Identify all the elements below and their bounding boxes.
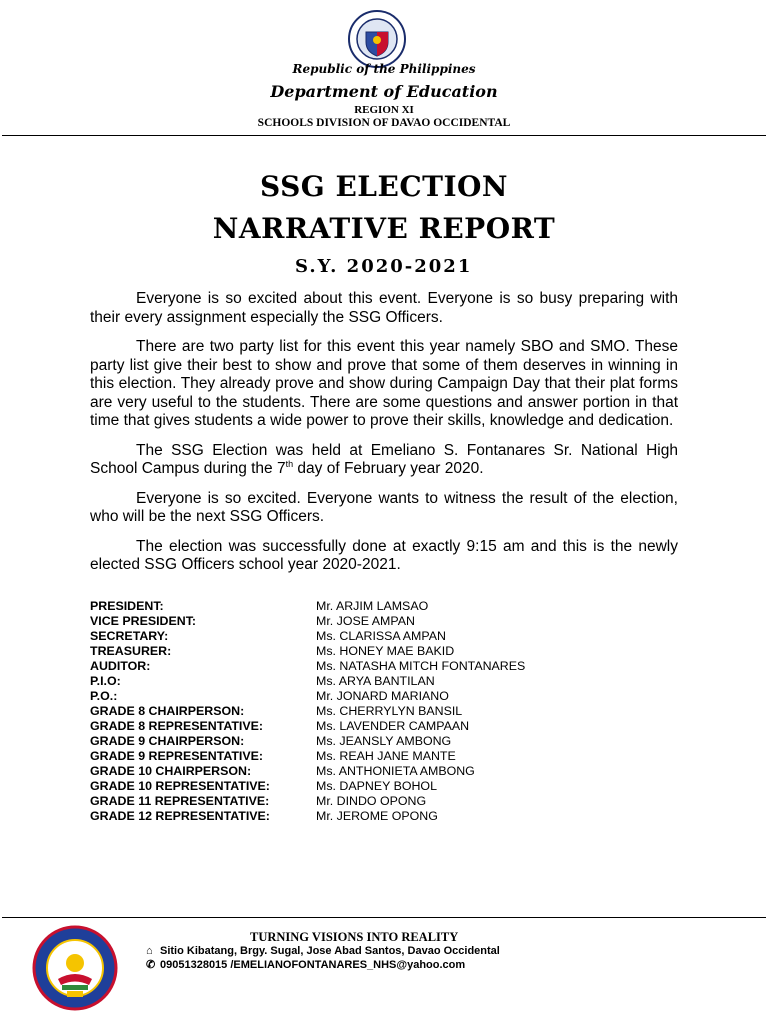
officer-name: Ms. NATASHA MITCH FONTANARES bbox=[316, 659, 526, 673]
officer-name: Ms. ARYA BANTILAN bbox=[316, 674, 435, 688]
officer-row bbox=[90, 794, 525, 809]
officer-position: AUDITOR: bbox=[90, 659, 151, 673]
officer-row bbox=[90, 614, 525, 629]
officer-name: Ms. REAH JANE MANTE bbox=[316, 749, 456, 763]
officer-row bbox=[90, 674, 525, 689]
contact-text: 09051328015 /EMELIANOFONTANARES_NHS@yahoo.com bbox=[160, 959, 466, 971]
officer-position: GRADE 9 REPRESENTATIVE: bbox=[90, 749, 264, 763]
department-heading: Department of Education bbox=[270, 82, 498, 101]
officer-name: Mr. ARJIM LAMSAO bbox=[316, 599, 429, 613]
paragraph-5: The election was successfully done at exactly 9:15 am and this is the newly elected SSG Officers school year 2020-2021. bbox=[90, 537, 678, 573]
division-heading: SCHOOLS DIVISION OF DAVAO OCCIDENTAL bbox=[257, 117, 511, 129]
officer-row bbox=[90, 764, 525, 779]
officer-position: GRADE 9 CHAIRPERSON: bbox=[90, 734, 245, 748]
officer-row bbox=[90, 809, 525, 824]
report-title-line1: SSG ELECTION bbox=[259, 170, 509, 203]
paragraph-3-part-a: The SSG Election was held at Emeliano S. Fontanares Sr. National High School Campus during the 7 bbox=[90, 441, 678, 477]
officer-position: GRADE 10 REPRESENTATIVE: bbox=[90, 779, 270, 793]
officer-position: GRADE 12 REPRESENTATIVE: bbox=[90, 809, 270, 823]
paragraph-3-part-b: day of February year 2020. bbox=[293, 460, 484, 477]
officer-row bbox=[90, 704, 525, 719]
officer-row bbox=[90, 629, 525, 644]
officer-position: GRADE 8 REPRESENTATIVE: bbox=[90, 719, 264, 733]
officer-position: PRESIDENT: bbox=[90, 599, 164, 613]
footer-divider bbox=[2, 917, 766, 918]
phone-icon: ✆ bbox=[146, 959, 156, 971]
officer-name: Ms. CLARISSA AMPAN bbox=[316, 629, 446, 643]
officers-list bbox=[90, 599, 525, 824]
header-divider bbox=[2, 135, 766, 136]
officer-name: Mr. DINDO OPONG bbox=[316, 794, 427, 808]
officer-position: P.I.O: bbox=[90, 674, 121, 688]
officer-name: Ms. CHERRYLYN BANSIL bbox=[316, 704, 463, 718]
deped-seal-logo bbox=[348, 10, 406, 68]
home-icon: ⌂ bbox=[146, 945, 153, 957]
officer-name: Ms. JEANSLY AMBONG bbox=[316, 734, 452, 748]
officer-name: Ms. DAPNEY BOHOL bbox=[316, 779, 437, 793]
report-title-line2: NARRATIVE REPORT bbox=[212, 212, 556, 245]
officer-position: VICE PRESIDENT: bbox=[90, 614, 197, 628]
narrative-body bbox=[90, 290, 678, 586]
officer-position: GRADE 11 REPRESENTATIVE: bbox=[90, 794, 270, 808]
contact-line bbox=[146, 958, 500, 972]
paragraph-2: There are two party list for this event this year namely SBO and SMO. These party list give their best to show and prove that some of them deserves in winning in this election. They already prove and show during Campaign Day that their plat forms are very useful to the students. There are some questions and answer portion in that time that gives students a wide power to prove their skills, knowledge and dedication. bbox=[90, 338, 678, 429]
school-year: S.Y. 2020-2021 bbox=[295, 256, 473, 277]
officer-name: Mr. JEROME OPONG bbox=[316, 809, 438, 823]
officer-row bbox=[90, 749, 525, 764]
officer-name: Mr. JONARD MARIANO bbox=[316, 689, 449, 703]
republic-heading: Republic of the Philippines bbox=[292, 62, 476, 76]
officer-row bbox=[90, 719, 525, 734]
officer-position: TREASURER: bbox=[90, 644, 172, 658]
paragraph-3 bbox=[90, 442, 678, 479]
officer-name: Ms. HONEY MAE BAKID bbox=[316, 644, 455, 658]
region-heading: REGION XI bbox=[354, 104, 414, 116]
officer-row bbox=[90, 659, 525, 674]
officer-row bbox=[90, 599, 525, 614]
ordinal-suffix: th bbox=[285, 458, 294, 469]
footer-contact-block bbox=[146, 944, 500, 972]
footer-motto: TURNING VISIONS INTO REALITY bbox=[250, 930, 459, 944]
officer-name: Ms. LAVENDER CAMPAAN bbox=[316, 719, 470, 733]
officer-position: GRADE 10 CHAIRPERSON: bbox=[90, 764, 252, 778]
officer-position: SECRETARY: bbox=[90, 629, 169, 643]
officer-name: Ms. ANTHONIETA AMBONG bbox=[316, 764, 475, 778]
officer-row bbox=[90, 689, 525, 704]
officer-row bbox=[90, 644, 525, 659]
officer-row bbox=[90, 734, 525, 749]
officer-position: GRADE 8 CHAIRPERSON: bbox=[90, 704, 245, 718]
address-text: Sitio Kibatang, Brgy. Sugal, Jose Abad Santos, Davao Occidental bbox=[160, 945, 500, 957]
officer-name: Mr. JOSE AMPAN bbox=[316, 614, 415, 628]
address-line bbox=[146, 944, 500, 958]
school-logo bbox=[32, 925, 118, 1011]
paragraph-4: Everyone is so excited. Everyone wants to witness the result of the election, who will be the next SSG Officers. bbox=[90, 489, 678, 525]
officer-position: P.O.: bbox=[90, 689, 118, 703]
officer-row bbox=[90, 779, 525, 794]
paragraph-1: Everyone is so excited about this event. Everyone is so busy preparing with their every assignment especially the SSG Officers. bbox=[90, 290, 678, 326]
